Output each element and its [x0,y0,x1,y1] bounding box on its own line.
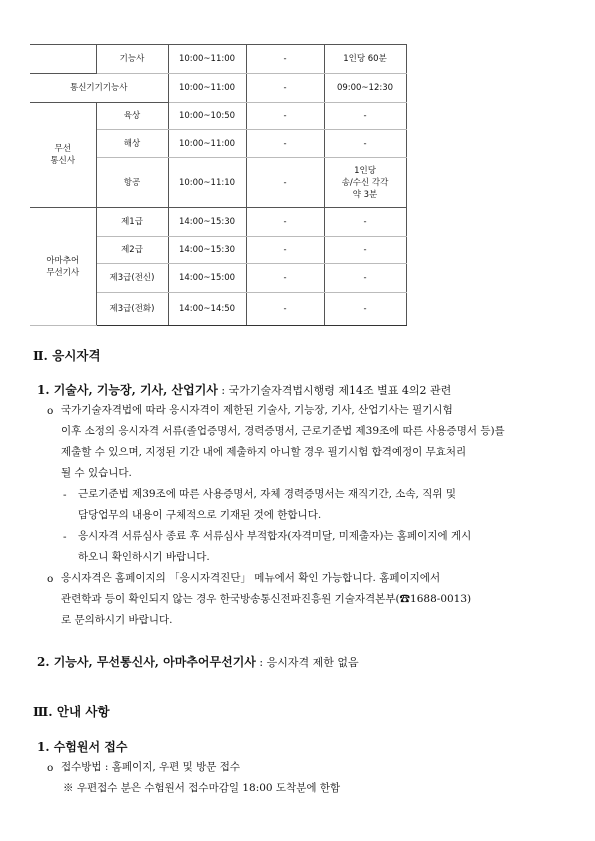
subsection-title [37,653,359,670]
text-line: 관련학과 등이 확인되지 않는 경우 한국방송통신전파진흥원 기술자격본부(☎1688-0013) [61,593,472,605]
table-cell: - [246,293,324,326]
section-title: Ⅱ. 응시자격 [33,348,101,363]
subsection-title-label: 1. 수험원서 접수 [37,740,128,754]
table-cell: 1인당 60분 [324,45,406,74]
table-cell: 아마추어 무선기사 [30,208,96,326]
table-cell: 항공 [96,158,168,208]
table-cell: - [246,264,324,293]
paragraph [61,400,571,484]
table-cell: 10:00~11:00 [168,45,246,74]
subsection-title [37,738,127,755]
dash-marker: - [63,531,67,543]
table-cell: 기능사 [96,45,168,74]
table-cell: 10:00~11:00 [168,130,246,158]
text-line: 국가기술자격법에 따라 응시자격이 제한된 기술사, 기능장, 기사, 산업기사는 필기시험 [61,404,453,416]
paragraph [61,568,571,631]
text-line: 응시자격은 홈페이지의 「응시자격진단」 메뉴에서 확인 가능합니다. 홈페이지에서 [61,572,441,584]
table-cell: 14:00~15:00 [168,264,246,293]
table-cell: 14:00~14:50 [168,293,246,326]
table-cell: 09:00~12:30 [324,74,406,103]
paragraph: 접수방법 : 홈페이지, 우편 및 방문 접수 [61,761,241,773]
text-line: 하오니 확인하시기 바랍니다. [78,551,210,563]
text-line: 로 문의하시기 바랍니다. [61,614,173,626]
table-cell: 무선 통신사 [30,103,96,208]
table-row [30,208,406,237]
subsection-title-label: 2. 기능사, 무선통신사, 아마추어무선기사 [37,655,256,669]
text-line: 제출할 수 있으며, 지정된 기간 내에 제출하지 아니할 경우 필기시험 합격예정이 무효처리 [61,446,467,458]
table-cell: - [246,237,324,264]
table-cell: 1인당 송/수신 각각 약 3분 [324,158,406,208]
exam-schedule-table [30,44,407,326]
table-cell: - [246,103,324,130]
table-cell: - [246,74,324,103]
table-cell: 제3급(전신) [96,264,168,293]
note-text: ※ 우편접수 분은 수험원서 접수마감일 18:00 도착분에 한함 [63,782,341,794]
table-cell: 10:00~10:50 [168,103,246,130]
subsection-title-note: : 응시자격 제한 없음 [255,656,359,669]
text-line: 근로기준법 제39조에 따른 사용증명서, 자체 경력증명서는 재직기간, 소속, 직위 및 [78,488,456,500]
table-cell: 제2급 [96,237,168,264]
table-row [30,45,406,74]
text-line: 될 수 있습니다. [61,467,132,479]
table-cell: - [324,208,406,237]
table-cell: 해상 [96,130,168,158]
table-cell: - [324,103,406,130]
table-cell: - [324,237,406,264]
table-cell: 통신기기기능사 [30,74,168,103]
table-cell: - [246,45,324,74]
table-cell: 10:00~11:10 [168,158,246,208]
paragraph [78,484,570,526]
table-cell: - [246,158,324,208]
subsection-title-note: : 국가기술자격법시행령 제14조 별표 4의2 관련 [217,384,452,397]
subsection-title-label: 1. 기술사, 기능장, 기사, 산업기사 [37,383,218,397]
table-cell: - [324,293,406,326]
text-line: 담당업무의 내용이 구체적으로 기재된 것에 한합니다. [78,509,322,521]
table-cell: - [324,130,406,158]
dash-marker: - [63,489,67,501]
paragraph [78,526,570,568]
table-cell: 육상 [96,103,168,130]
table-cell [30,45,96,74]
table-row [30,103,406,130]
table-cell: 10:00~11:00 [168,74,246,103]
table-cell: - [246,130,324,158]
table-cell: 제3급(전화) [96,293,168,326]
text-line: 응시자격 서류심사 종료 후 서류심사 부적합자(자격미달, 미제출자)는 홈페이지에 게시 [78,530,472,542]
table-cell: 14:00~15:30 [168,237,246,264]
table-cell: 제1급 [96,208,168,237]
text-line: 이후 소정의 응시자격 서류(졸업증명서, 경력증명서, 근로기준법 제39조에 따른 사용증명서 등)를 [61,425,505,437]
bullet-marker: o [47,573,54,585]
section-title: Ⅲ. 안내 사항 [33,704,110,719]
table-cell: 14:00~15:30 [168,208,246,237]
table-cell: - [324,264,406,293]
table-row [30,74,406,103]
table-cell: - [246,208,324,237]
bullet-marker: o [47,405,54,417]
bullet-marker: o [47,762,54,774]
subsection-title [37,381,451,398]
